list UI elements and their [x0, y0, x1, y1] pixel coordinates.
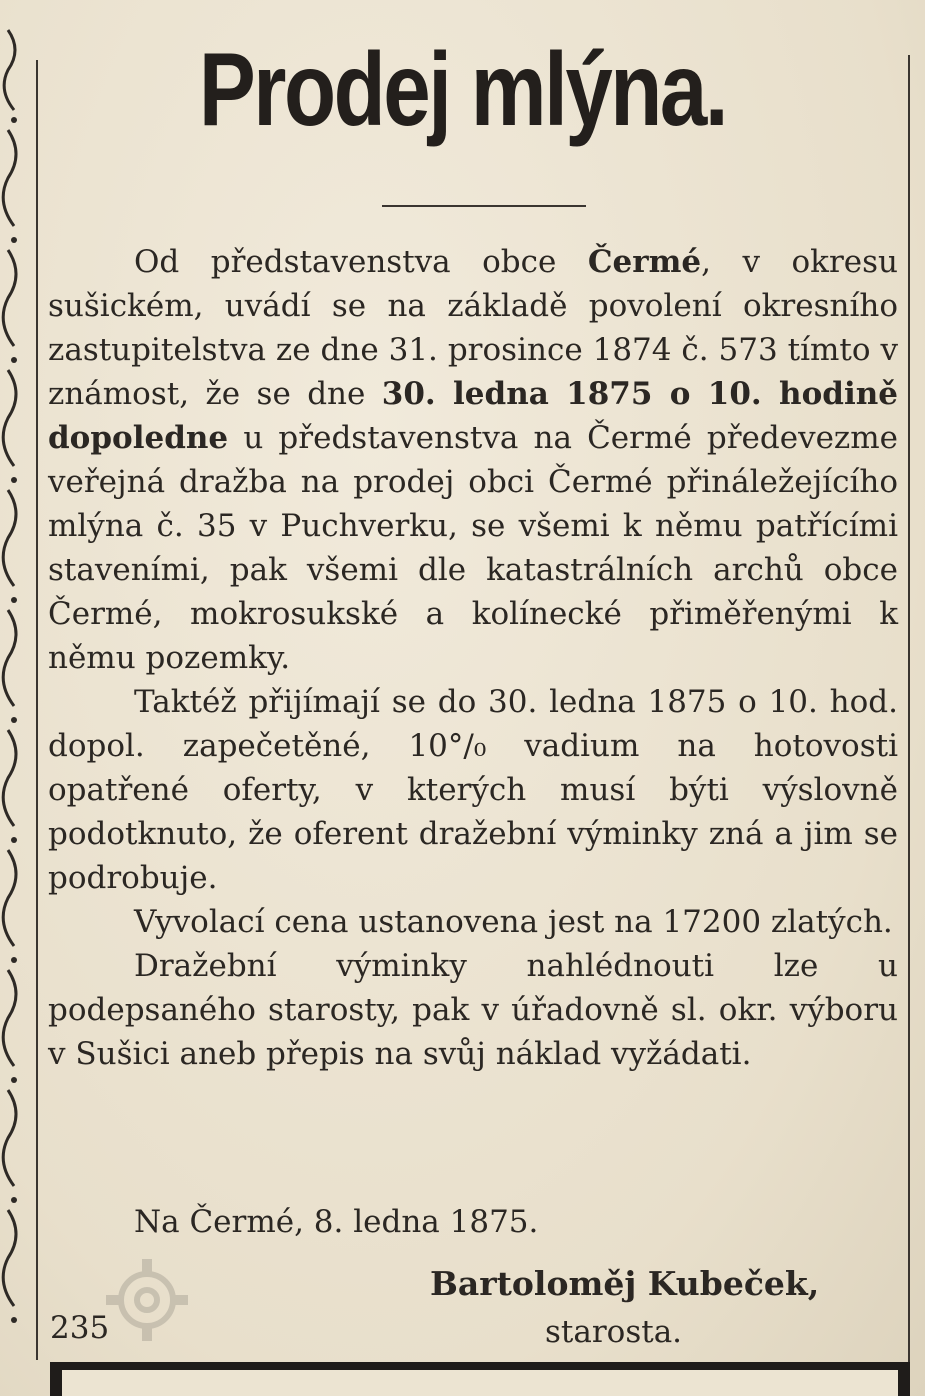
- title-divider: [382, 205, 586, 207]
- body-paragraph: [48, 680, 898, 900]
- left-column-rule: [36, 60, 38, 1360]
- paragraph-text: Taktéž přijímají se do 30. ledna 1875 o 10. hod. dopol. zapečetěné, 10°/₀ vadium na hotovosti opatřené oferty, v kterých musí býti výslovně podotknuto, že oferent dražební výminky zná a jim se podrobuje.: [48, 684, 898, 896]
- body-paragraph: [48, 900, 898, 944]
- signer-role: starosta.: [545, 1314, 683, 1350]
- advertisement-title: Prodej mlýna.: [198, 32, 727, 148]
- paragraph-text: Od představenstva obce: [134, 244, 588, 280]
- body-paragraph: [48, 240, 898, 680]
- date-line: Na Čermé, 8. ledna 1875.: [134, 1204, 539, 1240]
- ad-number: 235: [50, 1310, 110, 1346]
- body-paragraph: [48, 944, 898, 1076]
- paragraph-text: u představenstva na Čermé předevezme veřejná dražba na prodej obci Čermé přináležejícího mlýna č. 35 v Puchverku, se všemi k němu patřícími staveními, pak všemi dle katastrálních archů obce Čermé, mokrosukské a kolínecké přiměřenými k němu pozemky.: [48, 420, 898, 676]
- emphasized-text: 30. ledna 1875 o 10. hodině dopoledne: [48, 376, 898, 456]
- bottom-border-band: [50, 1362, 910, 1396]
- right-column-rule: [908, 55, 910, 1365]
- emphasized-text: Čermé: [587, 244, 702, 280]
- watermark-gear-icon: [92, 1245, 202, 1355]
- ornamental-border: [0, 20, 30, 1350]
- signer-name: Bartoloměj Kubeček,: [430, 1264, 820, 1303]
- paragraph-text: , v okresu sušickém, uvádí se na základě povolení okresního zastupitelstva ze dne 31. prosince 1874 č. 573 tímto v známost, že se dne: [48, 244, 898, 412]
- advertisement-body: [48, 240, 898, 1076]
- paragraph-text: Dražební výminky nahlédnouti lze u podepsaného starosty, pak v úřadovně sl. okr. výboru v Sušici aneb přepis na svůj náklad vyžádati.: [48, 948, 898, 1072]
- paragraph-text: Vyvolací cena ustanovena jest na 17200 zlatých.: [134, 904, 893, 940]
